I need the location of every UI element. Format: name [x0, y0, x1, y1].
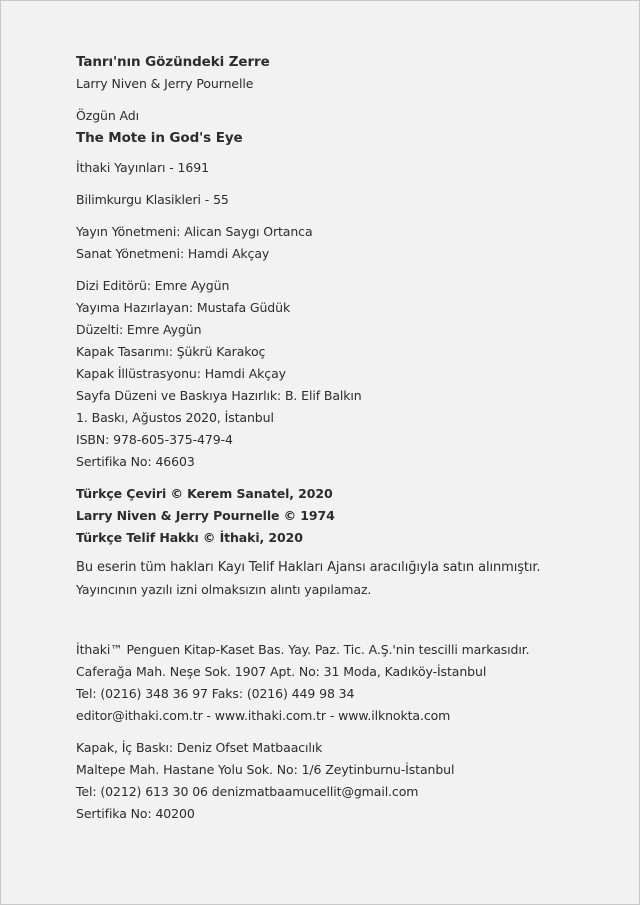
collection-series: Bilimkurgu Klasikleri - 55 — [76, 192, 229, 207]
printer-certificate: Sertifika No: 40200 — [76, 806, 195, 821]
credit-cover-design: Kapak Tasarımı: Şükrü Karakoç — [76, 344, 266, 359]
publisher-phone: Tel: (0216) 348 36 97 Faks: (0216) 449 98 34 — [76, 686, 355, 701]
printer-name: Kapak, İç Baskı: Deniz Ofset Matbaacılık — [76, 740, 323, 755]
publisher-series: İthaki Yayınları - 1691 — [76, 160, 209, 175]
original-title: The Mote in God's Eye — [76, 130, 243, 146]
isbn: ISBN: 978-605-375-479-4 — [76, 432, 233, 447]
credit-proofreader: Düzelti: Emre Aygün — [76, 322, 202, 337]
page-content — [76, 51, 616, 825]
publisher-web: editor@ithaki.com.tr - www.ithaki.com.tr - www.ilknokta.com — [76, 708, 451, 723]
rights-statement: Bu eserin tüm hakları Kayı Telif Hakları Ajansı aracılığıyla satın alınmıştır. — [76, 560, 541, 575]
original-title-label: Özgün Adı — [76, 108, 139, 123]
certificate-number: Sertifika No: 46603 — [76, 454, 195, 469]
copyright-original: Larry Niven & Jerry Pournelle © 1974 — [76, 508, 335, 523]
credit-page-layout: Sayfa Düzeni ve Baskıya Hazırlık: B. Elif Balkın — [76, 388, 362, 403]
publisher-trademark: İthaki™ Penguen Kitap-Kaset Bas. Yay. Paz. Tic. A.Ş.'nin tescilli markasıdır. — [76, 642, 530, 657]
credit-preparer: Yayıma Hazırlayan: Mustafa Güdük — [76, 300, 291, 315]
credit-cover-illustration: Kapak İllüstrasyonu: Hamdi Akçay — [76, 366, 286, 381]
printer-contact: Tel: (0212) 613 30 06 denizmatbaamucellit@gmail.com — [76, 784, 419, 799]
copyright-translation: Türkçe Çeviri © Kerem Sanatel, 2020 — [76, 486, 333, 501]
book-title: Tanrı'nın Gözündeki Zerre — [76, 54, 270, 70]
quotation-restriction: Yayıncının yazılı izni olmaksızın alıntı yapılamaz. — [76, 582, 372, 597]
credit-series-editor: Dizi Editörü: Emre Aygün — [76, 278, 230, 293]
publishing-director: Yayın Yönetmeni: Alican Saygı Ortanca — [76, 224, 313, 239]
art-director: Sanat Yönetmeni: Hamdi Akçay — [76, 246, 270, 261]
publisher-address: Caferağa Mah. Neşe Sok. 1907 Apt. No: 31 Moda, Kadıköy-İstanbul — [76, 664, 487, 679]
copyright-turkish-rights: Türkçe Telif Hakkı © İthaki, 2020 — [76, 530, 303, 545]
edition-info: 1. Baskı, Ağustos 2020, İstanbul — [76, 410, 274, 425]
book-authors: Larry Niven & Jerry Pournelle — [76, 76, 254, 91]
printer-address: Maltepe Mah. Hastane Yolu Sok. No: 1/6 Zeytinburnu-İstanbul — [76, 762, 455, 777]
